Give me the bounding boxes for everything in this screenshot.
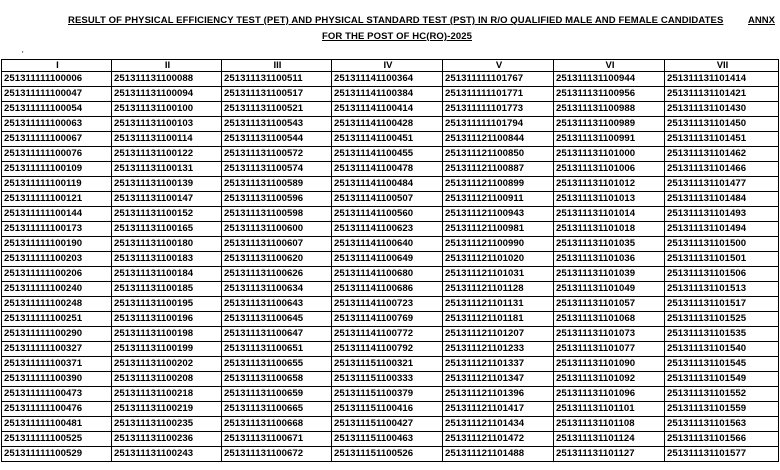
roll-number-cell: 251311151100526	[332, 447, 443, 462]
document-title: RESULT OF PHYSICAL EFFICIENCY TEST (PET) AND PHYSICAL STANDARD TEST (PST) IN R/O QUALIFIED MALE AND FEMALE CANDIDATES	[68, 15, 724, 26]
table-row	[2, 447, 779, 462]
roll-number-cell: 251311111100076	[2, 147, 112, 162]
table-row	[2, 222, 779, 237]
column-header: V	[443, 60, 554, 72]
roll-number-cell: 251311131101127	[554, 447, 665, 462]
roll-number-cell: 251311141100384	[332, 87, 443, 102]
roll-number-cell: 251311121101020	[443, 252, 554, 267]
roll-number-cell: 251311131100944	[554, 72, 665, 87]
roll-number-cell: 251311131100180	[112, 237, 222, 252]
table-row	[2, 282, 779, 297]
roll-number-cell: 251311141100455	[332, 147, 443, 162]
roll-number-cell: 251311111101773	[443, 102, 554, 117]
roll-number-cell: 251311141100649	[332, 252, 443, 267]
roll-number-cell: 251311141100792	[332, 342, 443, 357]
roll-number-cell: 251311111100109	[2, 162, 112, 177]
roll-number-cell: 251311141100686	[332, 282, 443, 297]
table-row	[2, 417, 779, 432]
roll-number-cell: 251311121101488	[443, 447, 554, 462]
roll-number-cell: 251311131100218	[112, 387, 222, 402]
roll-number-cell: 251311131101035	[554, 237, 665, 252]
roll-number-cell: 251311131100183	[112, 252, 222, 267]
roll-number-cell: 251311131100651	[222, 342, 332, 357]
roll-number-cell: 251311131101462	[665, 147, 779, 162]
roll-number-cell: 251311131100147	[112, 192, 222, 207]
annexure-label: ANNX	[748, 15, 775, 26]
roll-number-cell: 251311131100600	[222, 222, 332, 237]
table-row	[2, 72, 779, 87]
roll-number-cell: 251311131100185	[112, 282, 222, 297]
roll-number-cell: 251311131100607	[222, 237, 332, 252]
roll-number-cell: 251311131101451	[665, 132, 779, 147]
column-header: VII	[665, 60, 779, 72]
table-row	[2, 177, 779, 192]
roll-number-cell: 251311131100574	[222, 162, 332, 177]
roll-number-cell: 251311121101347	[443, 372, 554, 387]
roll-number-cell: 251311121100887	[443, 162, 554, 177]
roll-number-cell: 251311131100199	[112, 342, 222, 357]
roll-number-cell: 251311141100769	[332, 312, 443, 327]
table-row	[2, 192, 779, 207]
roll-number-cell: 251311131100645	[222, 312, 332, 327]
roll-number-cell: 251311131101493	[665, 207, 779, 222]
roll-number-cell: 251311131101013	[554, 192, 665, 207]
table-row	[2, 342, 779, 357]
roll-number-cell: 251311121100899	[443, 177, 554, 192]
table-row	[2, 387, 779, 402]
roll-number-cell: 251311111100240	[2, 282, 112, 297]
roll-number-cell: 251311111100203	[2, 252, 112, 267]
roll-number-cell: 251311131101552	[665, 387, 779, 402]
roll-number-cell: 251311131101049	[554, 282, 665, 297]
roll-number-cell: 251311121101434	[443, 417, 554, 432]
roll-number-cell: 251311131100598	[222, 207, 332, 222]
roll-number-cell: 251311131100665	[222, 402, 332, 417]
roll-number-cell: 251311121101181	[443, 312, 554, 327]
roll-number-cell: 251311131101068	[554, 312, 665, 327]
header-row	[2, 60, 779, 72]
roll-number-cell: 251311111100481	[2, 417, 112, 432]
table-row	[2, 372, 779, 387]
roll-number-cell: 251311111100476	[2, 402, 112, 417]
roll-number-cell: 251311131100544	[222, 132, 332, 147]
roll-number-cell: 251311131100521	[222, 102, 332, 117]
roll-number-cell: 251311121101128	[443, 282, 554, 297]
roll-number-cell: 251311131101039	[554, 267, 665, 282]
roll-number-cell: 251311131100139	[112, 177, 222, 192]
roll-number-cell: 251311131101545	[665, 357, 779, 372]
roll-number-cell: 251311111100371	[2, 357, 112, 372]
roll-number-cell: 251311131101577	[665, 447, 779, 462]
roll-number-cell: 251311131101540	[665, 342, 779, 357]
roll-number-cell: 251311131100659	[222, 387, 332, 402]
column-header: VI	[554, 60, 665, 72]
roll-number-cell: 251311121101207	[443, 327, 554, 342]
roll-number-cell: 251311131100672	[222, 447, 332, 462]
roll-number-cell: 251311111100173	[2, 222, 112, 237]
roll-number-cell: 251311111100119	[2, 177, 112, 192]
roll-number-cell: 251311131101006	[554, 162, 665, 177]
roll-number-cell: 251311131100208	[112, 372, 222, 387]
column-header: IV	[332, 60, 443, 72]
roll-number-cell: 251311131100122	[112, 147, 222, 162]
roll-number-cell: 251311141100723	[332, 297, 443, 312]
roll-number-cell: 251311131100236	[112, 432, 222, 447]
roll-number-cell: 251311121100911	[443, 192, 554, 207]
roll-number-cell: 251311111101794	[443, 117, 554, 132]
roll-number-cell: 251311131101092	[554, 372, 665, 387]
roll-number-cell: 251311131101101	[554, 402, 665, 417]
roll-number-cell: 251311131101477	[665, 177, 779, 192]
roll-number-cell: 251311131100620	[222, 252, 332, 267]
roll-number-cell: 251311131101566	[665, 432, 779, 447]
roll-number-cell: 251311131100668	[222, 417, 332, 432]
roll-number-cell: 251311111100390	[2, 372, 112, 387]
column-header: II	[112, 60, 222, 72]
table-row	[2, 267, 779, 282]
roll-number-cell: 251311131101450	[665, 117, 779, 132]
roll-number-cell: 251311131101124	[554, 432, 665, 447]
roll-number-cell: 251311131101090	[554, 357, 665, 372]
roll-number-cell: 251311121101396	[443, 387, 554, 402]
table-row	[2, 402, 779, 417]
roll-number-cell: 251311111100047	[2, 87, 112, 102]
roll-number-cell: 251311131100989	[554, 117, 665, 132]
table-header	[2, 60, 779, 72]
roll-number-cell: 251311131100100	[112, 102, 222, 117]
table-row	[2, 297, 779, 312]
roll-number-cell: 251311111100006	[2, 72, 112, 87]
table-row	[2, 252, 779, 267]
roll-number-cell: 251311121100981	[443, 222, 554, 237]
column-header: III	[222, 60, 332, 72]
table-row	[2, 357, 779, 372]
roll-number-cell: 251311121101031	[443, 267, 554, 282]
roll-number-cell: 251311131100198	[112, 327, 222, 342]
roll-number-cell: 251311131100243	[112, 447, 222, 462]
roll-number-cell: 251311131101430	[665, 102, 779, 117]
roll-number-cell: 251311131101506	[665, 267, 779, 282]
roll-number-cell: 251311131100235	[112, 417, 222, 432]
roll-number-cell: 251311111100206	[2, 267, 112, 282]
roll-number-cell: 251311151100463	[332, 432, 443, 447]
margin-mark: '	[22, 50, 24, 59]
roll-number-cell: 251311131101421	[665, 87, 779, 102]
roll-number-cell: 251311111101767	[443, 72, 554, 87]
roll-number-cell: 251311131100094	[112, 87, 222, 102]
roll-number-cell: 251311111100067	[2, 132, 112, 147]
table-row	[2, 87, 779, 102]
roll-number-cell: 251311131101108	[554, 417, 665, 432]
roll-number-cell: 251311131100511	[222, 72, 332, 87]
roll-number-cell: 251311131100572	[222, 147, 332, 162]
roll-number-cell: 251311131101014	[554, 207, 665, 222]
roll-number-cell: 251311111100063	[2, 117, 112, 132]
table-row	[2, 147, 779, 162]
roll-number-cell: 251311131101563	[665, 417, 779, 432]
document-subtitle: FOR THE POST OF HC(RO)-2025	[322, 31, 472, 42]
roll-number-cell: 251311151100333	[332, 372, 443, 387]
table-row	[2, 117, 779, 132]
roll-number-cell: 251311111100121	[2, 192, 112, 207]
roll-number-cell: 251311131101012	[554, 177, 665, 192]
roll-number-cell: 251311131100114	[112, 132, 222, 147]
roll-number-cell: 251311131100202	[112, 357, 222, 372]
roll-number-cell: 251311151100416	[332, 402, 443, 417]
roll-number-cell: 251311131100643	[222, 297, 332, 312]
roll-number-cell: 251311141100428	[332, 117, 443, 132]
roll-number-cell: 251311131100596	[222, 192, 332, 207]
table-row	[2, 162, 779, 177]
table-body	[2, 72, 779, 462]
roll-number-cell: 251311111100525	[2, 432, 112, 447]
roll-number-cell: 251311111100248	[2, 297, 112, 312]
roll-number-cell: 251311131100088	[112, 72, 222, 87]
roll-number-cell: 251311111100054	[2, 102, 112, 117]
roll-number-cell: 251311141100414	[332, 102, 443, 117]
roll-number-cell: 251311151100321	[332, 357, 443, 372]
roll-number-cell: 251311131100671	[222, 432, 332, 447]
roll-number-cell: 251311131100589	[222, 177, 332, 192]
roll-number-cell: 251311131101073	[554, 327, 665, 342]
roll-number-cell: 251311131101559	[665, 402, 779, 417]
roll-number-cell: 251311131101525	[665, 312, 779, 327]
roll-number-cell: 251311131100543	[222, 117, 332, 132]
table-row	[2, 237, 779, 252]
roll-number-cell: 251311121101417	[443, 402, 554, 417]
table-row	[2, 102, 779, 117]
table-row	[2, 327, 779, 342]
column-header: I	[2, 60, 112, 72]
roll-number-cell: 251311121101337	[443, 357, 554, 372]
roll-number-cell: 251311131100956	[554, 87, 665, 102]
roll-number-cell: 251311111100529	[2, 447, 112, 462]
roll-number-cell: 251311141100772	[332, 327, 443, 342]
roll-number-cell: 251311141100623	[332, 222, 443, 237]
roll-number-cell: 251311131100196	[112, 312, 222, 327]
roll-number-cell: 251311131100991	[554, 132, 665, 147]
roll-number-cell: 251311141100484	[332, 177, 443, 192]
roll-number-cell: 251311131101018	[554, 222, 665, 237]
table-row	[2, 432, 779, 447]
roll-number-cell: 251311131100152	[112, 207, 222, 222]
roll-number-cell: 251311111100144	[2, 207, 112, 222]
roll-number-cell: 251311131100634	[222, 282, 332, 297]
roll-number-cell: 251311111101771	[443, 87, 554, 102]
roll-number-cell: 251311131100184	[112, 267, 222, 282]
roll-number-cell: 251311111100290	[2, 327, 112, 342]
roll-number-cell: 251311131101057	[554, 297, 665, 312]
roll-number-cell: 251311131100658	[222, 372, 332, 387]
roll-number-cell: 251311131101513	[665, 282, 779, 297]
roll-number-cell: 251311131101036	[554, 252, 665, 267]
roll-number-cell: 251311141100451	[332, 132, 443, 147]
table-row	[2, 207, 779, 222]
roll-number-cell: 251311131100131	[112, 162, 222, 177]
roll-number-cell: 251311131100655	[222, 357, 332, 372]
roll-number-cell: 251311131101494	[665, 222, 779, 237]
table-row	[2, 312, 779, 327]
roll-number-cell: 251311141100507	[332, 192, 443, 207]
roll-number-cell: 251311111100251	[2, 312, 112, 327]
roll-number-cell: 251311131100219	[112, 402, 222, 417]
results-table	[1, 59, 779, 462]
roll-number-cell: 251311141100640	[332, 237, 443, 252]
roll-number-cell: 251311131101517	[665, 297, 779, 312]
roll-number-cell: 251311111100327	[2, 342, 112, 357]
roll-number-cell: 251311141100364	[332, 72, 443, 87]
roll-number-cell: 251311121100990	[443, 237, 554, 252]
table-row	[2, 132, 779, 147]
roll-number-cell: 251311131101500	[665, 237, 779, 252]
roll-number-cell: 251311131101549	[665, 372, 779, 387]
roll-number-cell: 251311131100647	[222, 327, 332, 342]
roll-number-cell: 251311131100103	[112, 117, 222, 132]
roll-number-cell: 251311121101472	[443, 432, 554, 447]
roll-number-cell: 251311131100165	[112, 222, 222, 237]
roll-number-cell: 251311121101131	[443, 297, 554, 312]
roll-number-cell: 251311131101466	[665, 162, 779, 177]
roll-number-cell: 251311121101233	[443, 342, 554, 357]
roll-number-cell: 251311141100680	[332, 267, 443, 282]
roll-number-cell: 251311151100379	[332, 387, 443, 402]
roll-number-cell: 251311121100943	[443, 207, 554, 222]
roll-number-cell: 251311131100195	[112, 297, 222, 312]
roll-number-cell: 251311151100427	[332, 417, 443, 432]
roll-number-cell: 251311131101535	[665, 327, 779, 342]
roll-number-cell: 251311121100850	[443, 147, 554, 162]
roll-number-cell: 251311131100626	[222, 267, 332, 282]
roll-number-cell: 251311111100190	[2, 237, 112, 252]
roll-number-cell: 251311131101000	[554, 147, 665, 162]
roll-number-cell: 251311131100988	[554, 102, 665, 117]
roll-number-cell: 251311131101096	[554, 387, 665, 402]
roll-number-cell: 251311121100844	[443, 132, 554, 147]
roll-number-cell: 251311111100473	[2, 387, 112, 402]
roll-number-cell: 251311141100478	[332, 162, 443, 177]
roll-number-cell: 251311141100560	[332, 207, 443, 222]
roll-number-cell: 251311131101484	[665, 192, 779, 207]
roll-number-cell: 251311131101501	[665, 252, 779, 267]
roll-number-cell: 251311131101077	[554, 342, 665, 357]
roll-number-cell: 251311131101414	[665, 72, 779, 87]
roll-number-cell: 251311131100517	[222, 87, 332, 102]
